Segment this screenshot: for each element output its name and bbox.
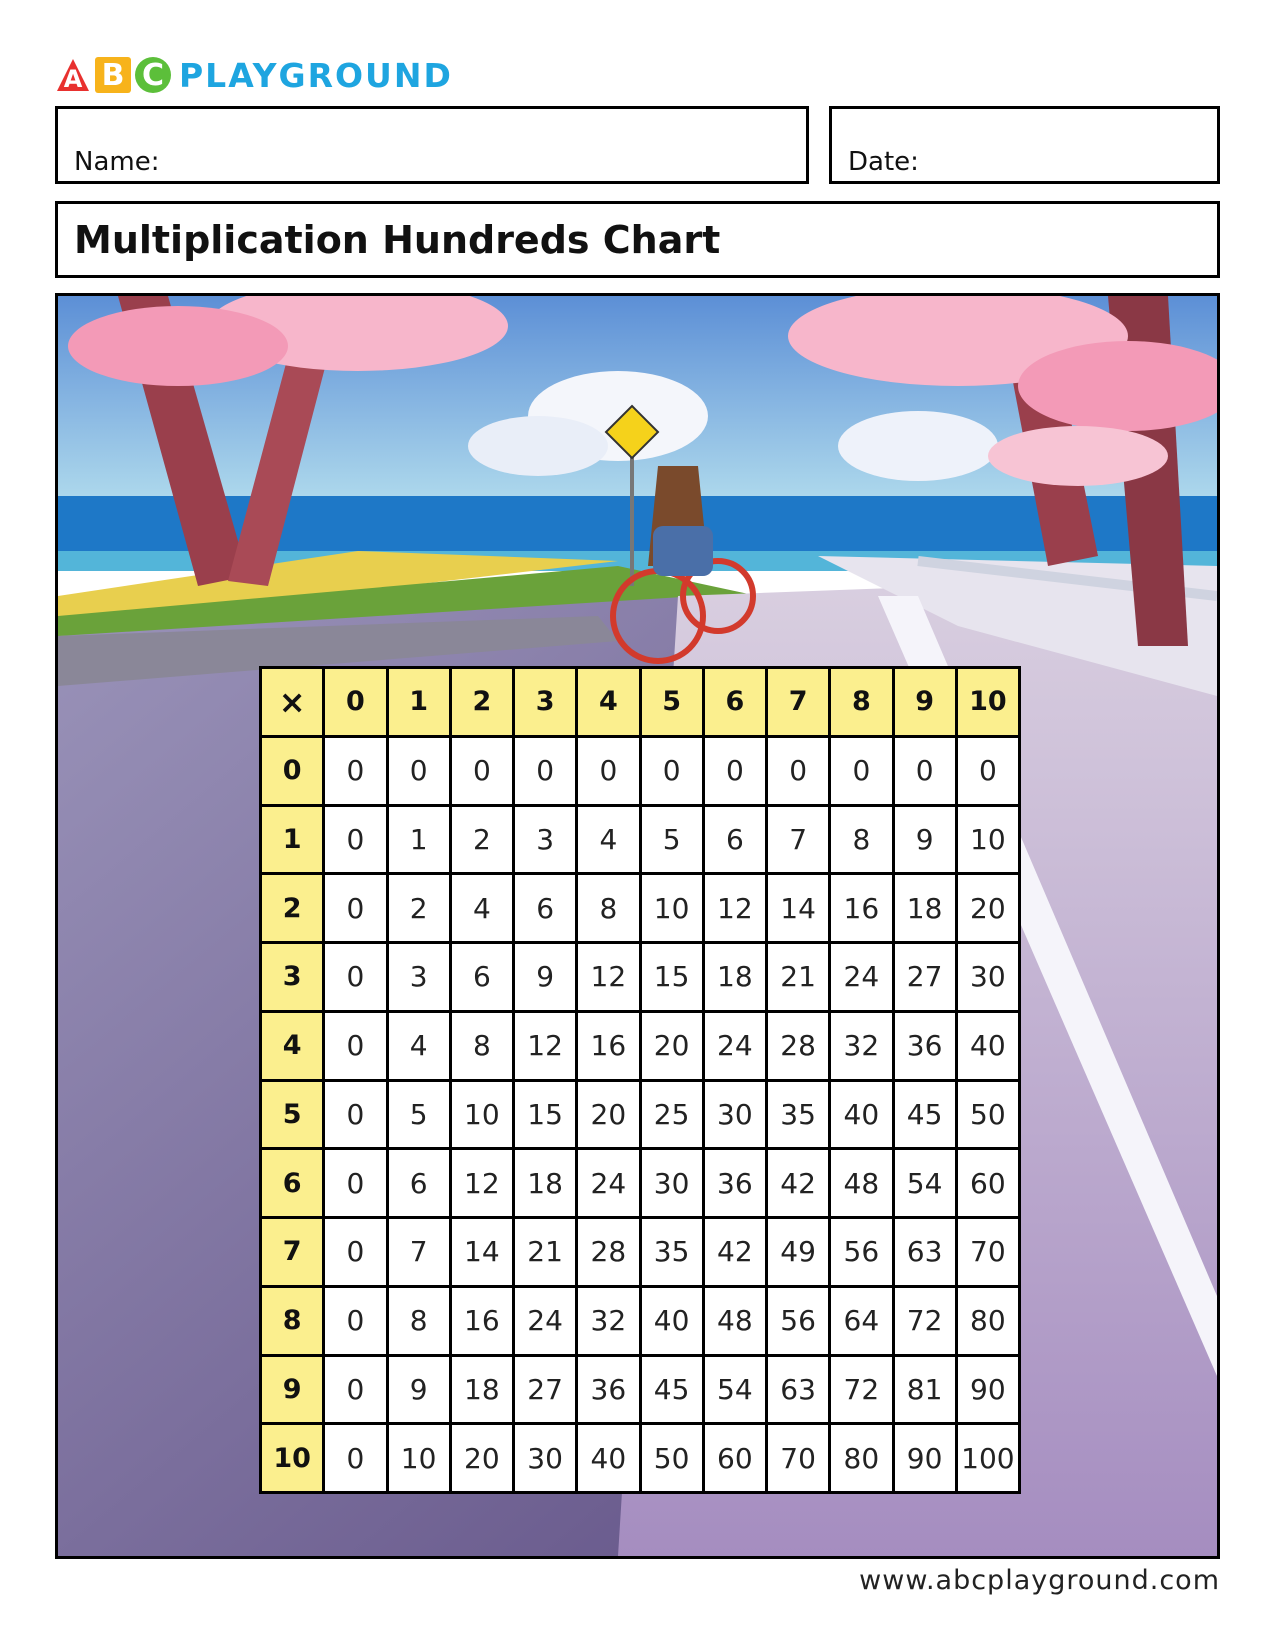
table-cell: 54 bbox=[895, 1150, 955, 1216]
multiplication-table bbox=[259, 666, 1021, 1494]
table-cell: 0 bbox=[578, 738, 638, 804]
title-box bbox=[55, 201, 1220, 278]
table-cell: 0 bbox=[325, 807, 385, 873]
table-cell: 21 bbox=[768, 944, 828, 1010]
table-cell: 12 bbox=[452, 1150, 512, 1216]
table-cell: 36 bbox=[895, 1013, 955, 1079]
column-header-8: 8 bbox=[831, 669, 891, 735]
table-cell: 63 bbox=[768, 1357, 828, 1423]
table-cell: 0 bbox=[642, 738, 702, 804]
table-cell: 24 bbox=[515, 1288, 575, 1354]
table-cell: 90 bbox=[895, 1425, 955, 1491]
table-cell: 3 bbox=[515, 807, 575, 873]
table-cell: 0 bbox=[389, 738, 449, 804]
table-cell: 2 bbox=[389, 875, 449, 941]
table-cell: 35 bbox=[642, 1219, 702, 1285]
table-cell: 27 bbox=[515, 1357, 575, 1423]
row-header-1: 1 bbox=[262, 807, 322, 873]
table-cell: 50 bbox=[642, 1425, 702, 1491]
table-cell: 28 bbox=[578, 1219, 638, 1285]
row-header-2: 2 bbox=[262, 875, 322, 941]
table-cell: 0 bbox=[705, 738, 765, 804]
table-cell: 6 bbox=[389, 1150, 449, 1216]
table-cell: 32 bbox=[831, 1013, 891, 1079]
logo-letter-a: A bbox=[55, 57, 91, 93]
table-cell: 4 bbox=[452, 875, 512, 941]
table-cell: 0 bbox=[768, 738, 828, 804]
table-cell: 24 bbox=[831, 944, 891, 1010]
table-cell: 8 bbox=[389, 1288, 449, 1354]
table-cell: 5 bbox=[642, 807, 702, 873]
table-cell: 8 bbox=[452, 1013, 512, 1079]
table-cell: 14 bbox=[768, 875, 828, 941]
table-cell: 45 bbox=[642, 1357, 702, 1423]
brand-logo bbox=[55, 55, 453, 95]
table-cell: 24 bbox=[578, 1150, 638, 1216]
table-corner-symbol: × bbox=[262, 669, 322, 735]
table-cell: 30 bbox=[705, 1082, 765, 1148]
table-cell: 16 bbox=[578, 1013, 638, 1079]
table-cell: 100 bbox=[958, 1425, 1018, 1491]
table-cell: 72 bbox=[831, 1357, 891, 1423]
table-cell: 9 bbox=[515, 944, 575, 1010]
table-cell: 20 bbox=[642, 1013, 702, 1079]
table-cell: 70 bbox=[958, 1219, 1018, 1285]
table-cell: 36 bbox=[578, 1357, 638, 1423]
table-cell: 32 bbox=[578, 1288, 638, 1354]
table-cell: 56 bbox=[831, 1219, 891, 1285]
table-cell: 20 bbox=[578, 1082, 638, 1148]
column-header-2: 2 bbox=[452, 669, 512, 735]
logo-letter-c: C bbox=[135, 57, 171, 93]
page-title: Multiplication Hundreds Chart bbox=[74, 218, 721, 262]
name-label: Name: bbox=[74, 147, 160, 177]
column-header-7: 7 bbox=[768, 669, 828, 735]
table-cell: 20 bbox=[958, 875, 1018, 941]
table-cell: 0 bbox=[325, 1013, 385, 1079]
table-cell: 80 bbox=[831, 1425, 891, 1491]
table-cell: 8 bbox=[578, 875, 638, 941]
table-cell: 27 bbox=[895, 944, 955, 1010]
table-cell: 2 bbox=[452, 807, 512, 873]
table-cell: 1 bbox=[389, 807, 449, 873]
table-cell: 64 bbox=[831, 1288, 891, 1354]
row-header-8: 8 bbox=[262, 1288, 322, 1354]
row-header-4: 4 bbox=[262, 1013, 322, 1079]
table-cell: 9 bbox=[895, 807, 955, 873]
table-cell: 70 bbox=[768, 1425, 828, 1491]
background-illustration bbox=[55, 293, 1220, 1559]
table-cell: 0 bbox=[895, 738, 955, 804]
table-cell: 0 bbox=[452, 738, 512, 804]
table-cell: 15 bbox=[642, 944, 702, 1010]
table-cell: 0 bbox=[515, 738, 575, 804]
table-cell: 15 bbox=[515, 1082, 575, 1148]
table-cell: 0 bbox=[325, 1425, 385, 1491]
column-header-9: 9 bbox=[895, 669, 955, 735]
table-cell: 8 bbox=[831, 807, 891, 873]
table-cell: 30 bbox=[642, 1150, 702, 1216]
table-cell: 12 bbox=[578, 944, 638, 1010]
table-cell: 25 bbox=[642, 1082, 702, 1148]
table-cell: 36 bbox=[705, 1150, 765, 1216]
table-cell: 40 bbox=[831, 1082, 891, 1148]
column-header-3: 3 bbox=[515, 669, 575, 735]
table-cell: 10 bbox=[958, 807, 1018, 873]
table-cell: 12 bbox=[705, 875, 765, 941]
table-cell: 10 bbox=[642, 875, 702, 941]
table-cell: 18 bbox=[705, 944, 765, 1010]
row-header-10: 10 bbox=[262, 1425, 322, 1491]
table-cell: 10 bbox=[389, 1425, 449, 1491]
table-cell: 5 bbox=[389, 1082, 449, 1148]
name-field[interactable] bbox=[55, 106, 809, 184]
table-cell: 0 bbox=[325, 1150, 385, 1216]
row-header-6: 6 bbox=[262, 1150, 322, 1216]
table-cell: 40 bbox=[642, 1288, 702, 1354]
table-cell: 10 bbox=[452, 1082, 512, 1148]
table-cell: 81 bbox=[895, 1357, 955, 1423]
table-cell: 0 bbox=[325, 1357, 385, 1423]
table-cell: 3 bbox=[389, 944, 449, 1010]
table-cell: 30 bbox=[515, 1425, 575, 1491]
table-cell: 20 bbox=[452, 1425, 512, 1491]
column-header-5: 5 bbox=[642, 669, 702, 735]
column-header-10: 10 bbox=[958, 669, 1018, 735]
table-cell: 0 bbox=[831, 738, 891, 804]
table-cell: 4 bbox=[389, 1013, 449, 1079]
table-cell: 63 bbox=[895, 1219, 955, 1285]
column-header-4: 4 bbox=[578, 669, 638, 735]
table-cell: 0 bbox=[958, 738, 1018, 804]
table-cell: 0 bbox=[325, 1082, 385, 1148]
date-field[interactable] bbox=[829, 106, 1220, 184]
table-cell: 48 bbox=[705, 1288, 765, 1354]
table-cell: 72 bbox=[895, 1288, 955, 1354]
table-cell: 54 bbox=[705, 1357, 765, 1423]
table-cell: 49 bbox=[768, 1219, 828, 1285]
column-header-0: 0 bbox=[325, 669, 385, 735]
table-cell: 18 bbox=[515, 1150, 575, 1216]
table-cell: 21 bbox=[515, 1219, 575, 1285]
row-header-0: 0 bbox=[262, 738, 322, 804]
table-cell: 40 bbox=[578, 1425, 638, 1491]
table-cell: 56 bbox=[768, 1288, 828, 1354]
table-cell: 60 bbox=[958, 1150, 1018, 1216]
table-cell: 16 bbox=[831, 875, 891, 941]
table-cell: 6 bbox=[452, 944, 512, 1010]
table-cell: 42 bbox=[705, 1219, 765, 1285]
table-cell: 18 bbox=[895, 875, 955, 941]
table-cell: 6 bbox=[515, 875, 575, 941]
table-cell: 6 bbox=[705, 807, 765, 873]
table-cell: 14 bbox=[452, 1219, 512, 1285]
table-cell: 42 bbox=[768, 1150, 828, 1216]
table-cell: 50 bbox=[958, 1082, 1018, 1148]
table-cell: 90 bbox=[958, 1357, 1018, 1423]
logo-wordmark: PLAYGROUND bbox=[179, 55, 453, 95]
table-cell: 0 bbox=[325, 1288, 385, 1354]
column-header-1: 1 bbox=[389, 669, 449, 735]
table-cell: 45 bbox=[895, 1082, 955, 1148]
table-cell: 18 bbox=[452, 1357, 512, 1423]
table-cell: 60 bbox=[705, 1425, 765, 1491]
table-cell: 16 bbox=[452, 1288, 512, 1354]
row-header-5: 5 bbox=[262, 1082, 322, 1148]
table-cell: 24 bbox=[705, 1013, 765, 1079]
table-cell: 48 bbox=[831, 1150, 891, 1216]
website-url: www.abcplayground.com bbox=[859, 1565, 1220, 1596]
table-cell: 0 bbox=[325, 738, 385, 804]
logo-letter-b: B bbox=[95, 57, 131, 93]
table-cell: 35 bbox=[768, 1082, 828, 1148]
row-header-3: 3 bbox=[262, 944, 322, 1010]
table-cell: 0 bbox=[325, 875, 385, 941]
table-cell: 0 bbox=[325, 1219, 385, 1285]
date-label: Date: bbox=[848, 147, 919, 177]
table-cell: 0 bbox=[325, 944, 385, 1010]
table-cell: 4 bbox=[578, 807, 638, 873]
table-cell: 9 bbox=[389, 1357, 449, 1423]
row-header-9: 9 bbox=[262, 1357, 322, 1423]
table-cell: 12 bbox=[515, 1013, 575, 1079]
table-cell: 40 bbox=[958, 1013, 1018, 1079]
row-header-7: 7 bbox=[262, 1219, 322, 1285]
column-header-6: 6 bbox=[705, 669, 765, 735]
table-cell: 80 bbox=[958, 1288, 1018, 1354]
table-cell: 7 bbox=[768, 807, 828, 873]
table-cell: 30 bbox=[958, 944, 1018, 1010]
table-cell: 28 bbox=[768, 1013, 828, 1079]
table-cell: 7 bbox=[389, 1219, 449, 1285]
